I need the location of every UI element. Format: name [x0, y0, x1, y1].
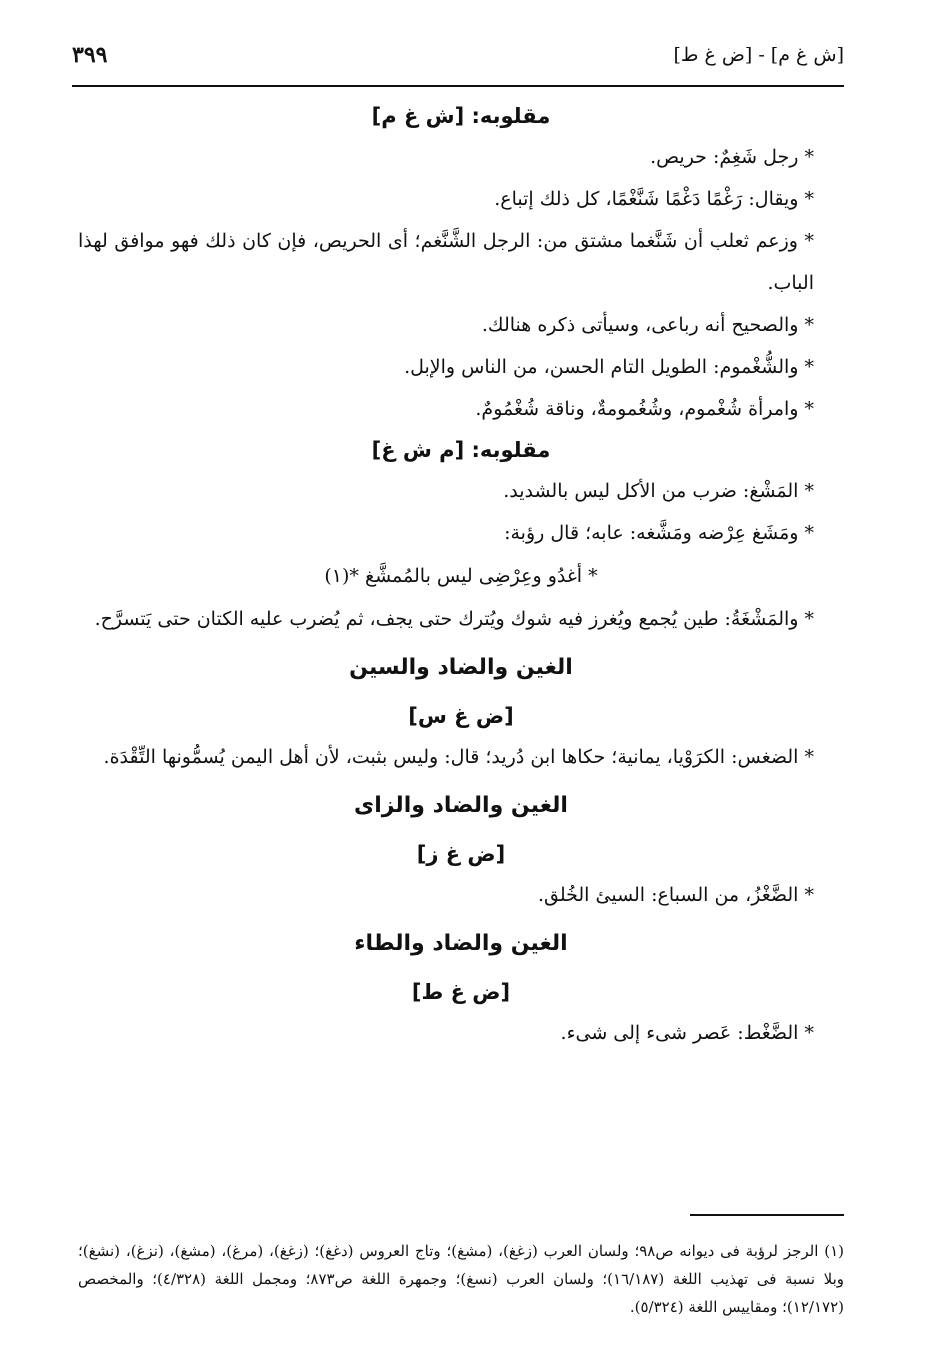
page-number: ٣٩٩	[72, 42, 108, 68]
entry-line: * المَشْغ: ضرب من الأكل ليس بالشديد.	[503, 480, 814, 502]
root-heading: [ض غ ط]	[411, 980, 511, 1004]
entry-line: * ويقال: رَغْمًا دَغْمًا شَنَّغْمًا، كل ذلك إتباع.	[494, 188, 814, 210]
section-heading: مقلوبه: [ش غ م]	[371, 104, 551, 128]
footnote: (١) الرجز لرؤبة فى ديوانه ص٩٨؛ ولسان العرب (زغغ)، (مشغ)؛ وتاج العروس (دغغ)؛ (زغغ)، (مرغ)، (مشغ)، (نزغ)، (نشغ)؛ وبلا نسبة فى تهذيب اللغة (١٦/١٨٧)؛ ولسان العرب (نسغ)؛ وجمهرة اللغة ص٨٧٣؛ ومجمل اللغة (٤/٣٢٨)؛ والمخصص (١٢/١٧٢)؛ ومقاييس اللغة (٥/٣٢٤).	[78, 1242, 844, 1316]
chapter-heading: الغين والضاد والطاء	[354, 931, 568, 956]
entry-line: * والصحيح أنه رباعى، وسيأتى ذكره هنالك.	[481, 314, 814, 336]
entry-line: * وامرأة شُغْموم، وشُغُمومةٌ، وناقة شُغْمُومٌ.	[475, 398, 814, 420]
entry-line: * وزعم ثعلب أن شَنَّغما مشتق من: الرجل الشَّنَّغم؛ أى الحريص، فإن كان ذلك فهو موافق لهذا الباب.	[78, 230, 814, 294]
entry-line: * والمَشْغَةُ: طين يُجمع ويُغرز فيه شوك ويُترك حتى يجف، ثم يُضرب عليه الكتان حتى يَتسرَّح.	[94, 608, 814, 630]
chapter-heading: الغين والضاد والزاى	[354, 793, 568, 818]
main-text	[78, 96, 844, 1054]
section-heading: مقلوبه: [م ش غ]	[371, 438, 551, 462]
chapter-heading: الغين والضاد والسين	[349, 655, 573, 680]
entry-line: * ومَشَغ عِرْضه ومَشَّغه: عابه؛ قال رؤبة:	[504, 522, 814, 544]
running-title: [ش غ م] - [ض غ ط]	[673, 44, 844, 66]
verse-line: * أغدُو وعِرْضِى ليس بالمُمشَّغ *(١)	[324, 565, 598, 587]
footnote-rule	[690, 1214, 844, 1216]
root-heading: [ض غ س]	[408, 704, 514, 728]
entry-line: * الضَّغْط: عَصر شىء إلى شىء.	[560, 1022, 814, 1044]
running-header	[72, 40, 844, 82]
header-rule	[72, 85, 844, 87]
entry-line: * الضغس: الكرَوْيا، يمانية؛ حكاها ابن دُريد؛ قال: وليس بثبت، لأن أهل اليمن يُسمُّونها التِّقْدَة.	[103, 746, 814, 768]
entry-line: * والشُّغْموم: الطويل التام الحسن، من الناس والإبل.	[404, 356, 814, 378]
entry-line: * رجل شَغِمٌ: حريص.	[650, 146, 814, 168]
entry-line: * الضَّغْزُ، من السباع: السيئ الخُلق.	[537, 884, 814, 906]
root-heading: [ض غ ز]	[416, 842, 506, 866]
